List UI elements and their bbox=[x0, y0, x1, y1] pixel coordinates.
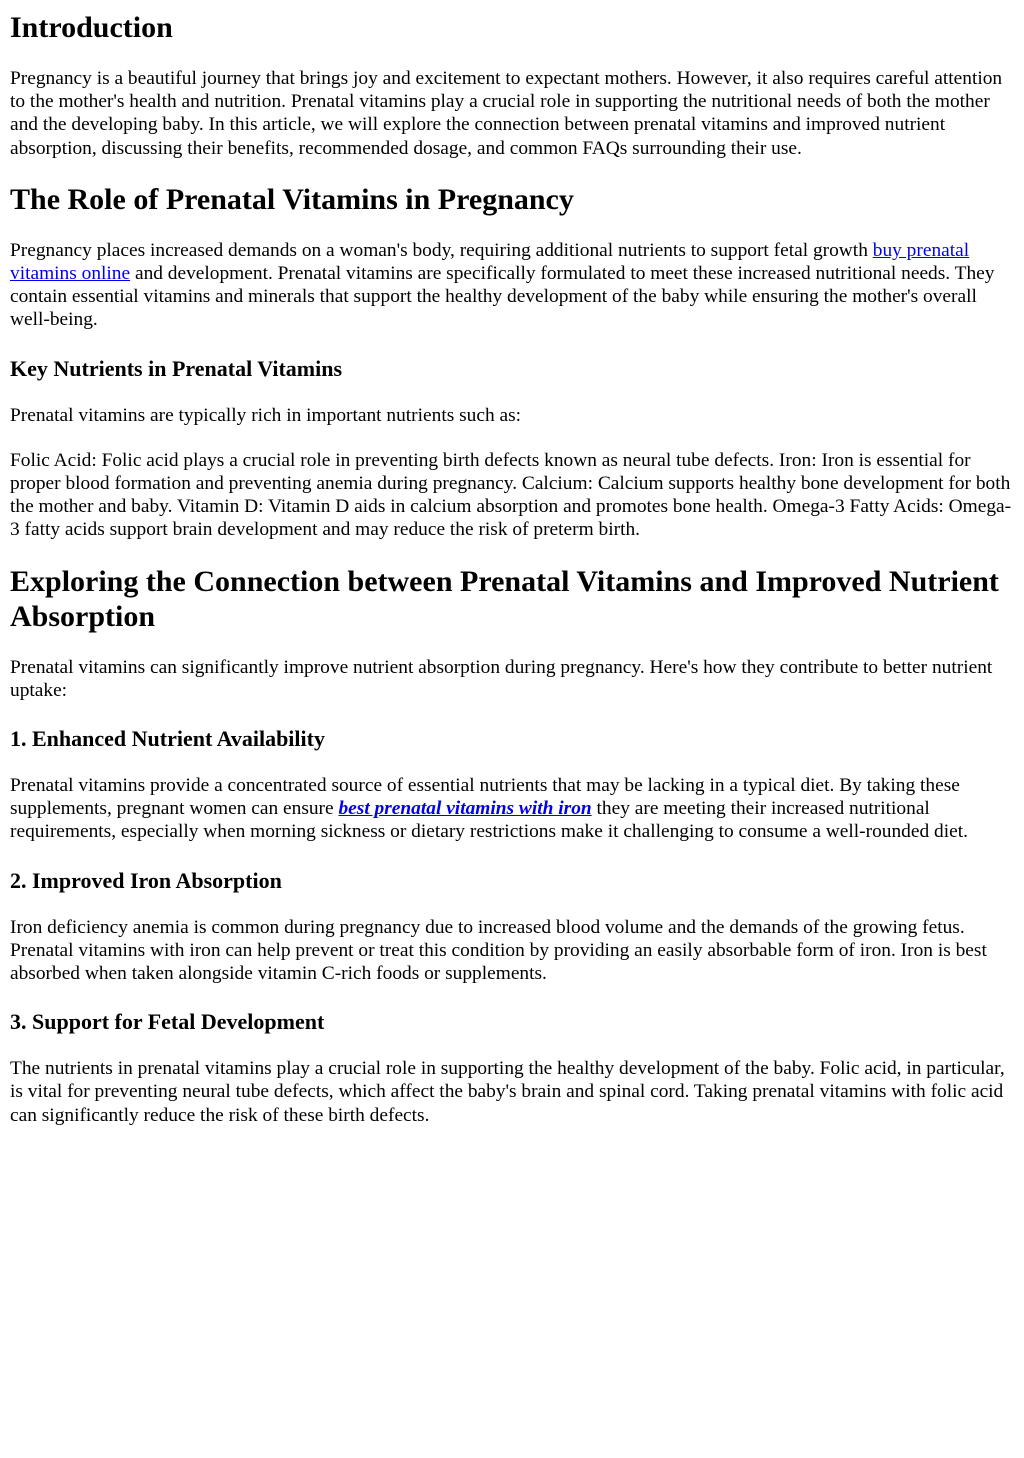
key-nutrients-heading: Key Nutrients in Prenatal Vitamins bbox=[10, 355, 343, 381]
best-prenatal-vitamins-link[interactable]: best prenatal vitamins with iron bbox=[338, 798, 592, 820]
key-nutrients-intro: Prenatal vitamins are typically rich in important nutrients such as: bbox=[10, 404, 522, 426]
connection-intro: Prenatal vitamins can significantly improve nutrient absorption during pregnancy. Here's how they contribute to better nutrient uptake: bbox=[10, 656, 993, 701]
connection-heading: Exploring the Connection between Prenatal Vitamins and Improved Nutrient Absorption bbox=[10, 564, 999, 633]
role-paragraph-text-end: and development. Prenatal vitamins are specifically formulated to meet these increased nutritional needs. They contain essential vitamins and minerals that support the healthy development of the baby while ensuring the mother's overall well-being. bbox=[10, 263, 995, 331]
buy-prenatal-vitamins-link[interactable]: buy prenatal vitamins online bbox=[10, 239, 970, 285]
enhanced-availability-text-end: they are meeting their increased nutritional requirements, especially when morning sickness or dietary restrictions make it challenging to consume a well-rounded diet. bbox=[10, 798, 968, 843]
article bbox=[0, 10, 1024, 1127]
role-paragraph bbox=[10, 239, 1014, 332]
fetal-development-heading: 3. Support for Fetal Development bbox=[10, 1009, 325, 1035]
role-paragraph-text-start: Pregnancy places increased demands on a woman's body, requiring additional nutrients to support fetal growth bbox=[10, 239, 873, 261]
enhanced-availability-paragraph bbox=[10, 774, 1014, 844]
intro-paragraph: Pregnancy is a beautiful journey that brings joy and excitement to expectant mothers. However, it also requires careful attention to the mother's health and nutrition. Prenatal vitamins play a crucial role in supporting the nutritional needs of both the mother and the developing baby. In this article, we will explore the connection between prenatal vitamins and improved nutrient absorption, discussing their benefits, recommended dosage, and common FAQs surrounding their use. bbox=[10, 68, 1003, 159]
iron-absorption-heading: 2. Improved Iron Absorption bbox=[10, 867, 282, 893]
role-heading: The Role of Prenatal Vitamins in Pregnancy bbox=[10, 182, 574, 216]
intro-heading: Introduction bbox=[10, 11, 173, 44]
iron-absorption-paragraph: Iron deficiency anemia is common during pregnancy due to increased blood volume and the demands of the growing fetus. Prenatal vitamins with iron can help prevent or treat this condition by providing an easily absorbable form of iron. Iron is best absorbed when taken alongside vitamin C-rich foods or supplements. bbox=[10, 916, 987, 985]
enhanced-availability-text-start: Prenatal vitamins provide a concentrated source of essential nutrients that may be lacking in a typical diet. By taking these supplements, pregnant women can ensure bbox=[10, 775, 960, 820]
key-nutrients-list-paragraph: Folic Acid: Folic acid plays a crucial role in preventing birth defects known as neural tube defects. Iron: Iron is essential for proper blood formation and preventing anemia during pregnancy. Calcium: Calcium supports healthy bone development for both the mother and baby. Vitamin D: Vitamin D aids in calcium absorption and promotes bone health. Omega-3 Fatty Acids: Omega-3 fatty acids support brain development and may reduce the risk of preterm birth. bbox=[10, 449, 1012, 541]
fetal-development-paragraph: The nutrients in prenatal vitamins play a crucial role in supporting the healthy development of the baby. Folic acid, in particular, is vital for preventing neural tube defects, which affect the baby's brain and spinal cord. Taking prenatal vitamins with folic acid can significantly reduce the risk of these birth defects. bbox=[10, 1058, 1005, 1126]
enhanced-availability-heading: 1. Enhanced Nutrient Availability bbox=[10, 726, 325, 752]
